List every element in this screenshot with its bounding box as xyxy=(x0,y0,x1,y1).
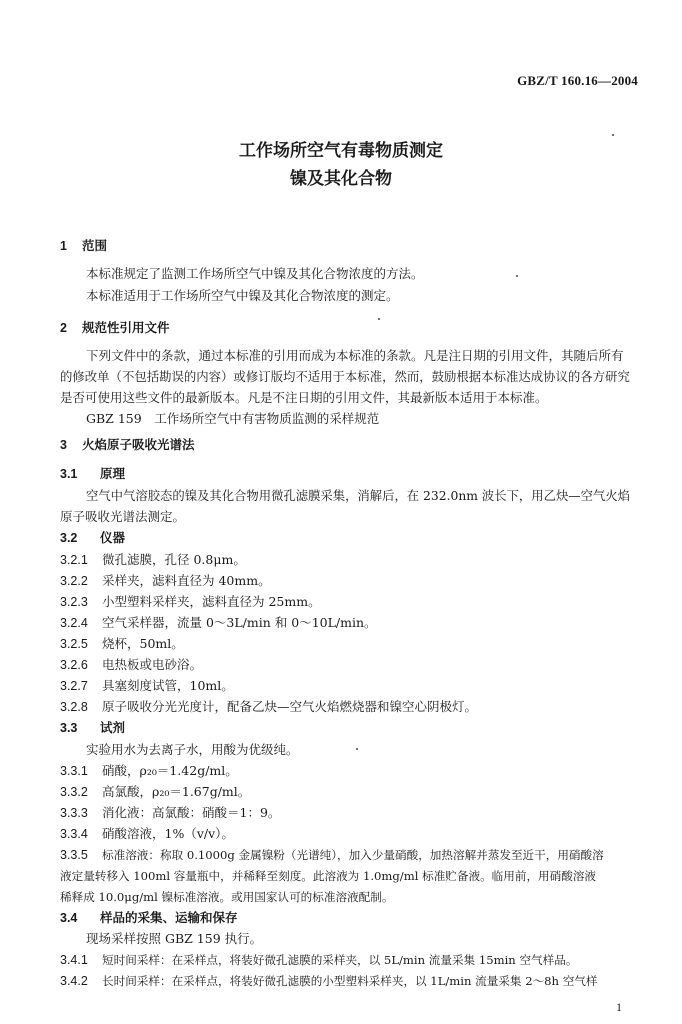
scan-speck xyxy=(612,134,614,136)
paragraph-line: 原子吸收光谱法测定。 xyxy=(60,509,186,524)
list-item: 3.3.3 消化液：高氯酸：硝酸＝1：9。 xyxy=(60,805,281,820)
paragraph: 实验用水为去离子水，用酸为优级纯。 xyxy=(86,742,299,757)
section-number: 2 xyxy=(60,321,67,335)
subsection-3-3-heading xyxy=(60,720,125,736)
subsection-number: 3.2 xyxy=(60,531,78,545)
subsection-title: 原理 xyxy=(100,466,126,481)
list-item: 3.3.2 高氯酸，ρ₂₀＝1.67g/ml。 xyxy=(60,784,251,799)
paragraph: 本标准规定了监测工作场所空气中镍及其化合物浓度的方法。 xyxy=(86,266,424,281)
paragraph-line: 液定量转移入 100ml 容量瓶中，并稀释至刻度。此溶液为 1.0mg/ml 标准贮备液。临用前，用硝酸溶液 xyxy=(60,869,597,883)
paragraph-line: 是否可使用这些文件的最新版本。凡是不注日期的引用文件，其最新版本适用于本标准。 xyxy=(60,390,548,405)
list-item: 3.2.6 电热板或电砂浴。 xyxy=(60,657,203,672)
list-item: 3.3.5 标准溶液：称取 0.1000g 金属镍粉（光谱纯），加入少量硝酸，加热溶解并蒸发至近干，用硝酸溶 xyxy=(60,848,604,862)
section-number: 1 xyxy=(60,239,67,253)
section-title: 火焰原子吸收光谱法 xyxy=(82,437,195,452)
subsection-3-4-heading xyxy=(60,910,238,926)
subsection-3-1-heading xyxy=(60,466,125,482)
paragraph-line: 稀释成 10.0μg/ml 镍标准溶液。或用国家认可的标准溶液配制。 xyxy=(60,890,394,904)
paragraph: 本标准适用于工作场所空气中镍及其化合物浓度的测定。 xyxy=(86,288,399,303)
list-item: 3.3.1 硝酸，ρ₂₀＝1.42g/ml。 xyxy=(60,763,238,778)
list-item: 3.2.8 原子吸收分光光度计，配备乙炔—空气火焰燃烧器和镍空心阴极灯。 xyxy=(60,699,478,714)
paragraph-line: 的修改单（不包括勘误的内容）或修订版均不适用于本标准，然而，鼓励根据本标准达成协议的各方研究 xyxy=(60,369,630,384)
scan-speck xyxy=(378,318,380,320)
list-item: 3.2.4 空气采样器，流量 0～3L/min 和 0～10L/min。 xyxy=(60,615,377,630)
list-item: 3.2.2 采样夹，滤料直径为 40mm。 xyxy=(60,573,271,588)
section-1-heading xyxy=(60,238,107,254)
section-number: 3 xyxy=(60,438,67,452)
subsection-number: 3.4 xyxy=(60,911,78,925)
scan-speck xyxy=(516,275,518,277)
list-item: 3.2.7 具塞刻度试管，10ml。 xyxy=(60,678,234,693)
list-item: 3.4.2 长时间采样：在采样点，将装好微孔滤膜的小型塑料采样夹，以 1L/min 流量采集 2～8h 空气样 xyxy=(60,974,598,988)
normative-reference: GBZ 159 工作场所空气中有害物质监测的采样规范 xyxy=(86,411,380,426)
subsection-number: 3.1 xyxy=(60,467,78,481)
subsection-title: 试剂 xyxy=(100,720,126,735)
section-2-heading xyxy=(60,320,170,336)
paragraph-line: 下列文件中的条款，通过本标准的引用而成为本标准的条款。凡是注日期的引用文件，其随后所有 xyxy=(86,348,624,363)
list-item: 3.2.1 微孔滤膜，孔径 0.8μm。 xyxy=(60,552,246,567)
list-item: 3.4.1 短时间采样：在采样点，将装好微孔滤膜的采样夹，以 5L/min 流量采集 15min 空气样品。 xyxy=(60,953,578,967)
paragraph: 现场采样按照 GBZ 159 执行。 xyxy=(86,931,263,946)
subsection-title: 仪器 xyxy=(100,530,126,545)
list-item: 3.2.3 小型塑料采样夹，滤料直径为 25mm。 xyxy=(60,594,321,609)
scan-speck xyxy=(356,748,358,750)
list-item: 3.3.4 硝酸溶液，1%（v/v）。 xyxy=(60,826,234,841)
subsection-number: 3.3 xyxy=(60,721,78,735)
section-3-heading xyxy=(60,437,195,453)
document-title: 工作场所空气有毒物质测定 xyxy=(239,141,443,161)
section-title: 范围 xyxy=(82,238,108,253)
subsection-3-2-heading xyxy=(60,530,125,546)
page-number: 1 xyxy=(616,1000,622,1014)
standard-code: GBZ/T 160.16—2004 xyxy=(517,73,638,88)
subsection-title: 样品的采集、运输和保存 xyxy=(100,910,238,925)
section-title: 规范性引用文件 xyxy=(82,320,170,335)
paragraph-line: 空气中气溶胶态的镍及其化合物用微孔滤膜采集，消解后，在 232.0nm 波长下，用乙炔—空气火焰 xyxy=(86,488,630,503)
list-item: 3.2.5 烧杯，50ml。 xyxy=(60,636,184,651)
document-subtitle: 镍及其化合物 xyxy=(290,169,392,189)
